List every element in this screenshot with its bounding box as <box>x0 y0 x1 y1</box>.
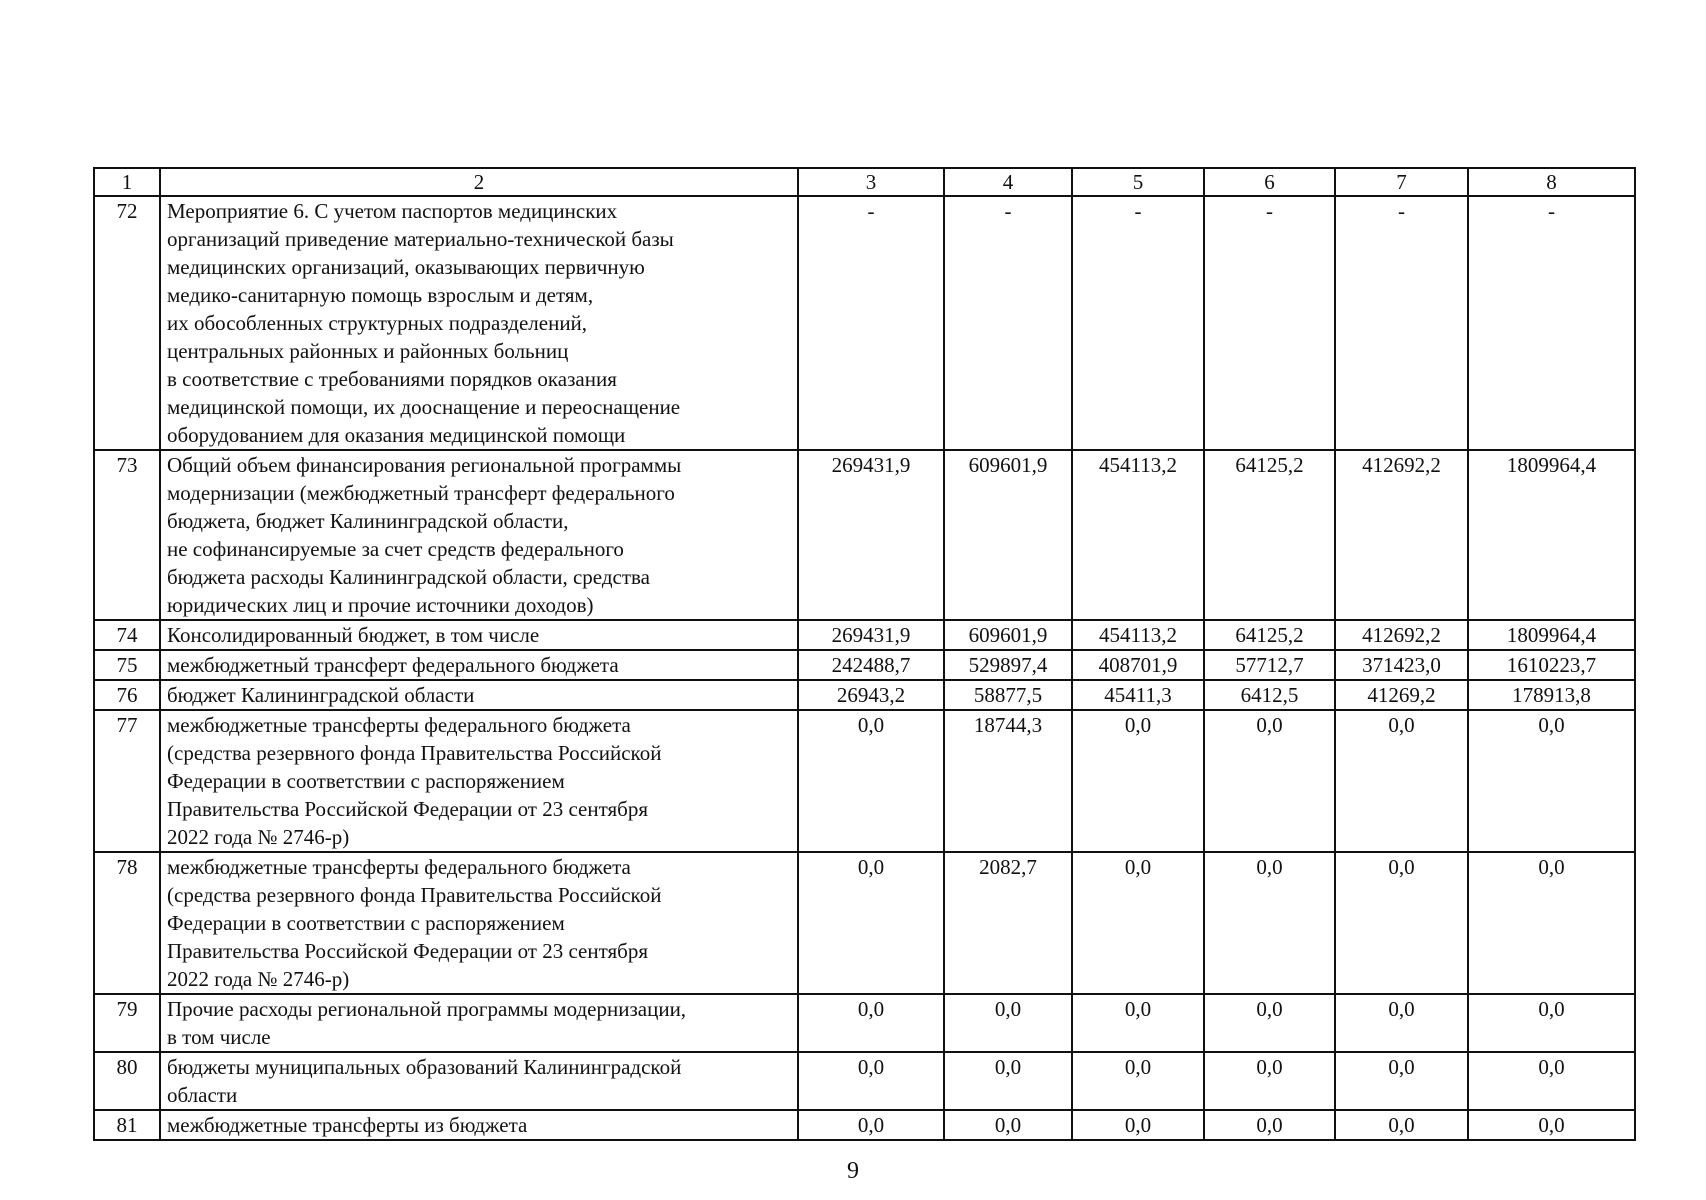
row-description: Мероприятие 6. С учетом паспортов медицинских организаций приведение материально-технической базы медицинских организаций, оказывающих первичную медико-санитарную помощь взрослым и детям, их обособленных структурных подразделений, центральных районных и районных больниц в соответствие с требованиями порядков оказания медицинской помощи, их дооснащение и переоснащение оборудованием для оказания медицинской помощи <box>160 196 798 450</box>
row-value-col-8: - <box>1468 196 1635 450</box>
row-number: 73 <box>94 450 160 620</box>
table-row <box>94 1110 1635 1140</box>
row-value-col-7: - <box>1335 196 1468 450</box>
row-value-col-3: 0,0 <box>798 994 944 1052</box>
row-value-col-5: 454113,2 <box>1072 620 1204 650</box>
row-value-col-8: 1610223,7 <box>1468 650 1635 680</box>
table-row <box>94 680 1635 710</box>
row-value-col-4: 58877,5 <box>944 680 1072 710</box>
row-value-col-7: 371423,0 <box>1335 650 1468 680</box>
table-header <box>94 168 1635 196</box>
table-row <box>94 710 1635 852</box>
row-value-col-4: 609601,9 <box>944 620 1072 650</box>
row-value-col-7: 0,0 <box>1335 1110 1468 1140</box>
row-value-col-6: 64125,2 <box>1204 450 1335 620</box>
row-value-col-3: - <box>798 196 944 450</box>
row-value-col-3: 26943,2 <box>798 680 944 710</box>
row-value-col-6: 6412,5 <box>1204 680 1335 710</box>
row-number: 76 <box>94 680 160 710</box>
row-value-col-8: 0,0 <box>1468 710 1635 852</box>
row-value-col-7: 41269,2 <box>1335 680 1468 710</box>
row-value-col-4: 0,0 <box>944 1110 1072 1140</box>
row-value-col-8: 0,0 <box>1468 1052 1635 1110</box>
row-value-col-6: 0,0 <box>1204 1052 1335 1110</box>
row-value-col-6: 0,0 <box>1204 994 1335 1052</box>
row-value-col-5: 45411,3 <box>1072 680 1204 710</box>
row-number: 77 <box>94 710 160 852</box>
row-value-col-8: 1809964,4 <box>1468 620 1635 650</box>
table-row <box>94 650 1635 680</box>
row-value-col-3: 0,0 <box>798 852 944 994</box>
row-value-col-4: 529897,4 <box>944 650 1072 680</box>
header-col-6: 6 <box>1204 168 1335 196</box>
row-value-col-3: 242488,7 <box>798 650 944 680</box>
row-description: Прочие расходы региональной программы модернизации, в том числе <box>160 994 798 1052</box>
row-value-col-4: 609601,9 <box>944 450 1072 620</box>
row-value-col-4: 0,0 <box>944 994 1072 1052</box>
row-value-col-7: 412692,2 <box>1335 620 1468 650</box>
table-row <box>94 450 1635 620</box>
row-value-col-8: 0,0 <box>1468 1110 1635 1140</box>
row-description: Консолидированный бюджет, в том числе <box>160 620 798 650</box>
table-row <box>94 852 1635 994</box>
row-value-col-5: - <box>1072 196 1204 450</box>
header-col-5: 5 <box>1072 168 1204 196</box>
row-value-col-8: 0,0 <box>1468 852 1635 994</box>
row-value-col-4: 2082,7 <box>944 852 1072 994</box>
row-value-col-8: 0,0 <box>1468 994 1635 1052</box>
row-value-col-5: 0,0 <box>1072 1110 1204 1140</box>
row-description: бюджет Калининградской области <box>160 680 798 710</box>
row-value-col-4: 18744,3 <box>944 710 1072 852</box>
row-value-col-5: 0,0 <box>1072 710 1204 852</box>
table-row <box>94 1052 1635 1110</box>
row-value-col-3: 269431,9 <box>798 450 944 620</box>
header-col-8: 8 <box>1468 168 1635 196</box>
header-col-3: 3 <box>798 168 944 196</box>
header-row <box>94 168 1635 196</box>
header-col-4: 4 <box>944 168 1072 196</box>
row-value-col-6: 64125,2 <box>1204 620 1335 650</box>
table-row <box>94 994 1635 1052</box>
row-number: 81 <box>94 1110 160 1140</box>
row-description: межбюджетные трансферты федерального бюджета (средства резервного фонда Правительства Российской Федерации в соответствии с распоряжением Правительства Российской Федерации от 23 сентября 2022 года № 2746-р) <box>160 710 798 852</box>
row-value-col-6: 0,0 <box>1204 1110 1335 1140</box>
row-description: Общий объем финансирования региональной программы модернизации (межбюджетный трансферт федерального бюджета, бюджет Калининградской области, не софинансируемые за счет средств федерального бюджета расходы Калининградской области, средства юридических лиц и прочие источники доходов) <box>160 450 798 620</box>
header-col-7: 7 <box>1335 168 1468 196</box>
row-value-col-5: 454113,2 <box>1072 450 1204 620</box>
row-value-col-7: 0,0 <box>1335 852 1468 994</box>
row-value-col-7: 0,0 <box>1335 1052 1468 1110</box>
row-value-col-3: 269431,9 <box>798 620 944 650</box>
header-col-1: 1 <box>94 168 160 196</box>
row-value-col-7: 412692,2 <box>1335 450 1468 620</box>
row-value-col-8: 1809964,4 <box>1468 450 1635 620</box>
page-number: 9 <box>847 1158 859 1184</box>
row-value-col-6: 0,0 <box>1204 710 1335 852</box>
row-value-col-3: 0,0 <box>798 1052 944 1110</box>
row-value-col-5: 408701,9 <box>1072 650 1204 680</box>
header-col-2: 2 <box>160 168 798 196</box>
row-value-col-4: - <box>944 196 1072 450</box>
row-value-col-6: - <box>1204 196 1335 450</box>
row-value-col-6: 57712,7 <box>1204 650 1335 680</box>
row-value-col-5: 0,0 <box>1072 994 1204 1052</box>
table-row <box>94 620 1635 650</box>
row-value-col-7: 0,0 <box>1335 994 1468 1052</box>
row-value-col-4: 0,0 <box>944 1052 1072 1110</box>
row-number: 80 <box>94 1052 160 1110</box>
row-value-col-7: 0,0 <box>1335 710 1468 852</box>
row-value-col-8: 178913,8 <box>1468 680 1635 710</box>
row-number: 79 <box>94 994 160 1052</box>
table-body <box>94 196 1635 1140</box>
financing-table <box>93 167 1636 1141</box>
row-value-col-5: 0,0 <box>1072 1052 1204 1110</box>
row-description: межбюджетный трансферт федерального бюджета <box>160 650 798 680</box>
row-number: 78 <box>94 852 160 994</box>
row-value-col-3: 0,0 <box>798 1110 944 1140</box>
row-value-col-6: 0,0 <box>1204 852 1335 994</box>
row-number: 72 <box>94 196 160 450</box>
row-value-col-3: 0,0 <box>798 710 944 852</box>
row-description: межбюджетные трансферты из бюджета <box>160 1110 798 1140</box>
table-row <box>94 196 1635 450</box>
row-value-col-5: 0,0 <box>1072 852 1204 994</box>
row-number: 74 <box>94 620 160 650</box>
row-description: межбюджетные трансферты федерального бюджета (средства резервного фонда Правительства Российской Федерации в соответствии с распоряжением Правительства Российской Федерации от 23 сентября 2022 года № 2746-р) <box>160 852 798 994</box>
row-description: бюджеты муниципальных образований Калининградской области <box>160 1052 798 1110</box>
row-number: 75 <box>94 650 160 680</box>
